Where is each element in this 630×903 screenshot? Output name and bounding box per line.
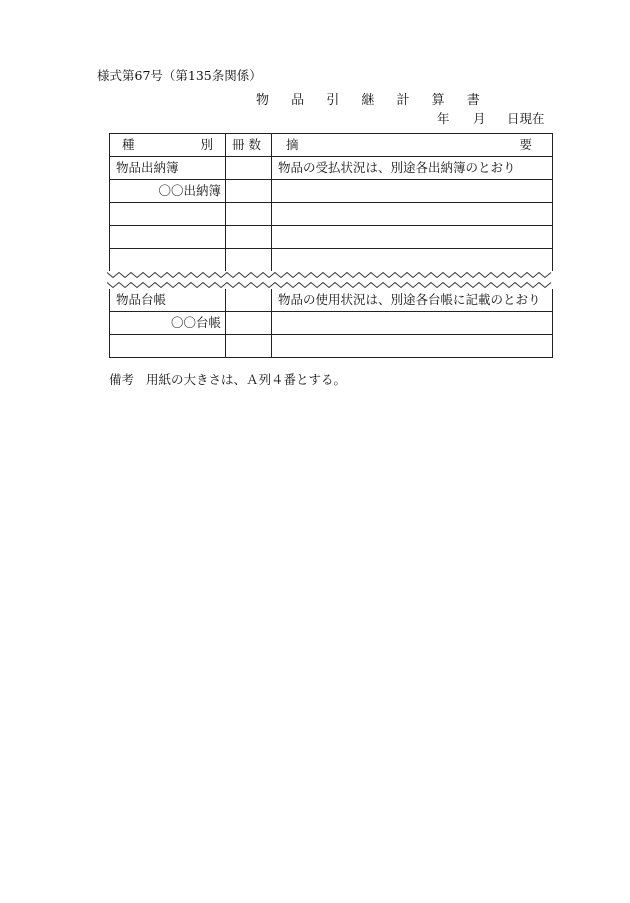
- ledger-table-bottom: [109, 289, 553, 358]
- date-day-label: 日現在: [507, 111, 545, 126]
- row-category[interactable]: [110, 249, 226, 272]
- row-volumes[interactable]: [226, 226, 272, 249]
- form-number: 様式第67号（第135条関係）: [97, 68, 262, 83]
- row-volumes[interactable]: [226, 289, 272, 312]
- table-row: [110, 203, 553, 226]
- footnote: [109, 370, 346, 388]
- row-remarks[interactable]: [272, 203, 553, 226]
- table-row: [110, 289, 553, 312]
- row-volumes[interactable]: [226, 335, 272, 358]
- row-volumes[interactable]: [226, 312, 272, 335]
- row-remarks[interactable]: [272, 180, 553, 203]
- row-volumes[interactable]: [226, 180, 272, 203]
- row-volumes[interactable]: [226, 249, 272, 272]
- table-row: [110, 157, 553, 180]
- header-volumes: [226, 134, 272, 157]
- header-remarks-left: 摘: [286, 137, 299, 152]
- header-remarks: [272, 134, 553, 157]
- row-category[interactable]: [110, 226, 226, 249]
- table-row: [110, 226, 553, 249]
- table-row: [110, 249, 553, 272]
- date-month-label: 月: [473, 111, 486, 126]
- header-category-right: 別: [200, 137, 213, 152]
- row-remarks: 物品の使用状況は、別途各台帳に記載のとおり: [272, 289, 553, 312]
- row-category: 〇〇出納簿: [110, 180, 226, 203]
- header-category-left: 種: [122, 137, 135, 152]
- row-volumes[interactable]: [226, 157, 272, 180]
- row-category[interactable]: [110, 335, 226, 358]
- row-category: 物品台帳: [110, 289, 226, 312]
- ledger-table-top: [109, 133, 553, 271]
- document-title: 物 品 引 継 計 算 書: [256, 93, 489, 108]
- row-category: 物品出納簿: [110, 157, 226, 180]
- table-row: [110, 335, 553, 358]
- row-remarks[interactable]: [272, 335, 553, 358]
- date-year-label: 年: [437, 111, 450, 126]
- header-category: [110, 134, 226, 157]
- table-break-mark: [107, 270, 555, 290]
- row-volumes[interactable]: [226, 203, 272, 226]
- table-row: [110, 180, 553, 203]
- row-category[interactable]: [110, 203, 226, 226]
- footnote-text: 用紙の大きさは、Ａ列４番とする。: [146, 372, 347, 387]
- row-remarks: 物品の受払状況は、別途各出納簿のとおり: [272, 157, 553, 180]
- table-header-row: [110, 134, 553, 157]
- row-remarks[interactable]: [272, 226, 553, 249]
- row-remarks[interactable]: [272, 312, 553, 335]
- row-category: 〇〇台帳: [110, 312, 226, 335]
- header-remarks-right: 要: [519, 137, 532, 152]
- table-row: [110, 312, 553, 335]
- footnote-label: 備考: [109, 372, 135, 387]
- row-remarks[interactable]: [272, 249, 553, 272]
- header-volumes-label: 冊 数: [232, 137, 261, 152]
